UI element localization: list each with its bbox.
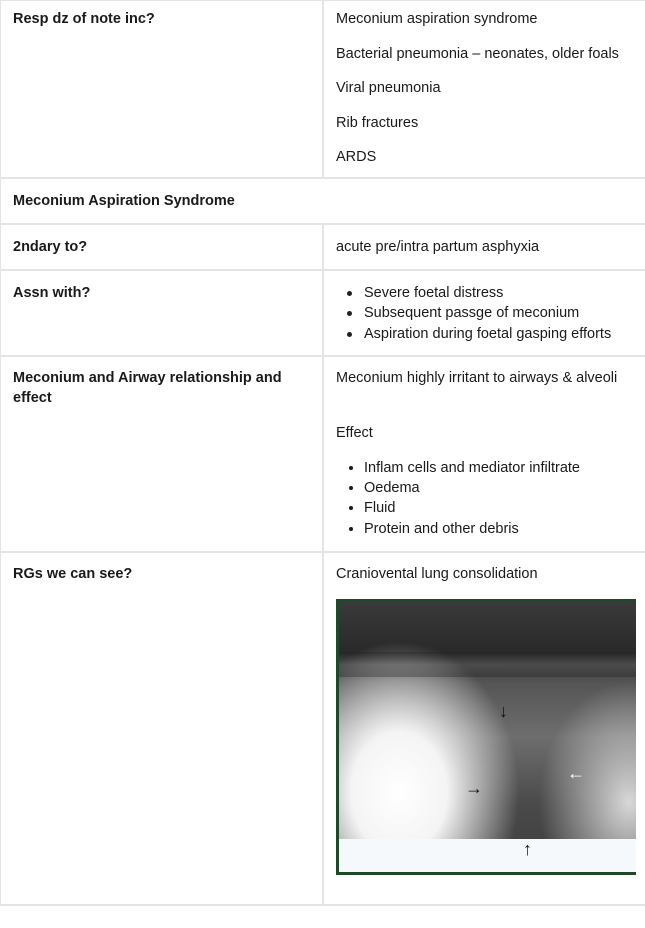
answer-item: ARDS (336, 149, 377, 165)
question-cell: Meconium and Airway relationship and effect (0, 356, 323, 552)
answer-item: Bacterial pneumonia – neonates, older foals (336, 45, 619, 62)
bullet-list (336, 283, 638, 344)
radiograph-image (336, 599, 636, 875)
image-footer-strip (339, 839, 636, 872)
answer-item: Meconium aspiration syndrome (336, 11, 538, 27)
answer-text: Craniovental lung consolidation (336, 566, 538, 583)
effect-label: Effect (336, 424, 373, 441)
answer-cell: acute pre/intra partum asphyxia (323, 224, 645, 270)
bullet-list (336, 458, 638, 539)
list-item: Severe foetal distress (364, 283, 638, 303)
section-heading: Meconium Aspiration Syndrome (0, 178, 645, 224)
right-arrow-icon: → (465, 778, 483, 799)
question-cell: Assn with? (0, 270, 323, 356)
list-item: Subsequent passge of meconium (364, 303, 638, 323)
question-cell: Resp dz of note inc? (0, 0, 323, 178)
answer-cell (323, 356, 645, 552)
down-arrow-icon: ↓ (499, 701, 508, 722)
list-item: • Protein and other debris (364, 519, 638, 539)
question-cell: 2ndary to? (0, 224, 323, 270)
answer-item: Rib fractures (336, 114, 419, 131)
table-row (0, 178, 645, 224)
image-band (339, 652, 636, 677)
table-row (0, 270, 645, 356)
answer-item: Viral pneumonia (336, 80, 441, 96)
list-item: • Fluid (364, 498, 638, 518)
table-row (0, 0, 645, 178)
answer-text: Meconium highly irritant to airways & alveoli (336, 369, 618, 386)
answer-cell (323, 270, 645, 356)
table-row (0, 552, 645, 905)
answer-cell (323, 0, 645, 178)
left-arrow-icon: ← (567, 763, 585, 784)
list-item: • Oedema (364, 478, 638, 498)
list-item: • Inflam cells and mediator infiltrate (364, 458, 638, 478)
spacer (336, 388, 638, 423)
up-arrow-icon: ↑ (523, 839, 532, 860)
table-row (0, 224, 645, 270)
question-cell: RGs we can see? (0, 552, 323, 905)
table-row (0, 356, 645, 552)
answer-cell (323, 552, 645, 905)
list-item: Aspiration during foetal gasping efforts (364, 324, 638, 344)
